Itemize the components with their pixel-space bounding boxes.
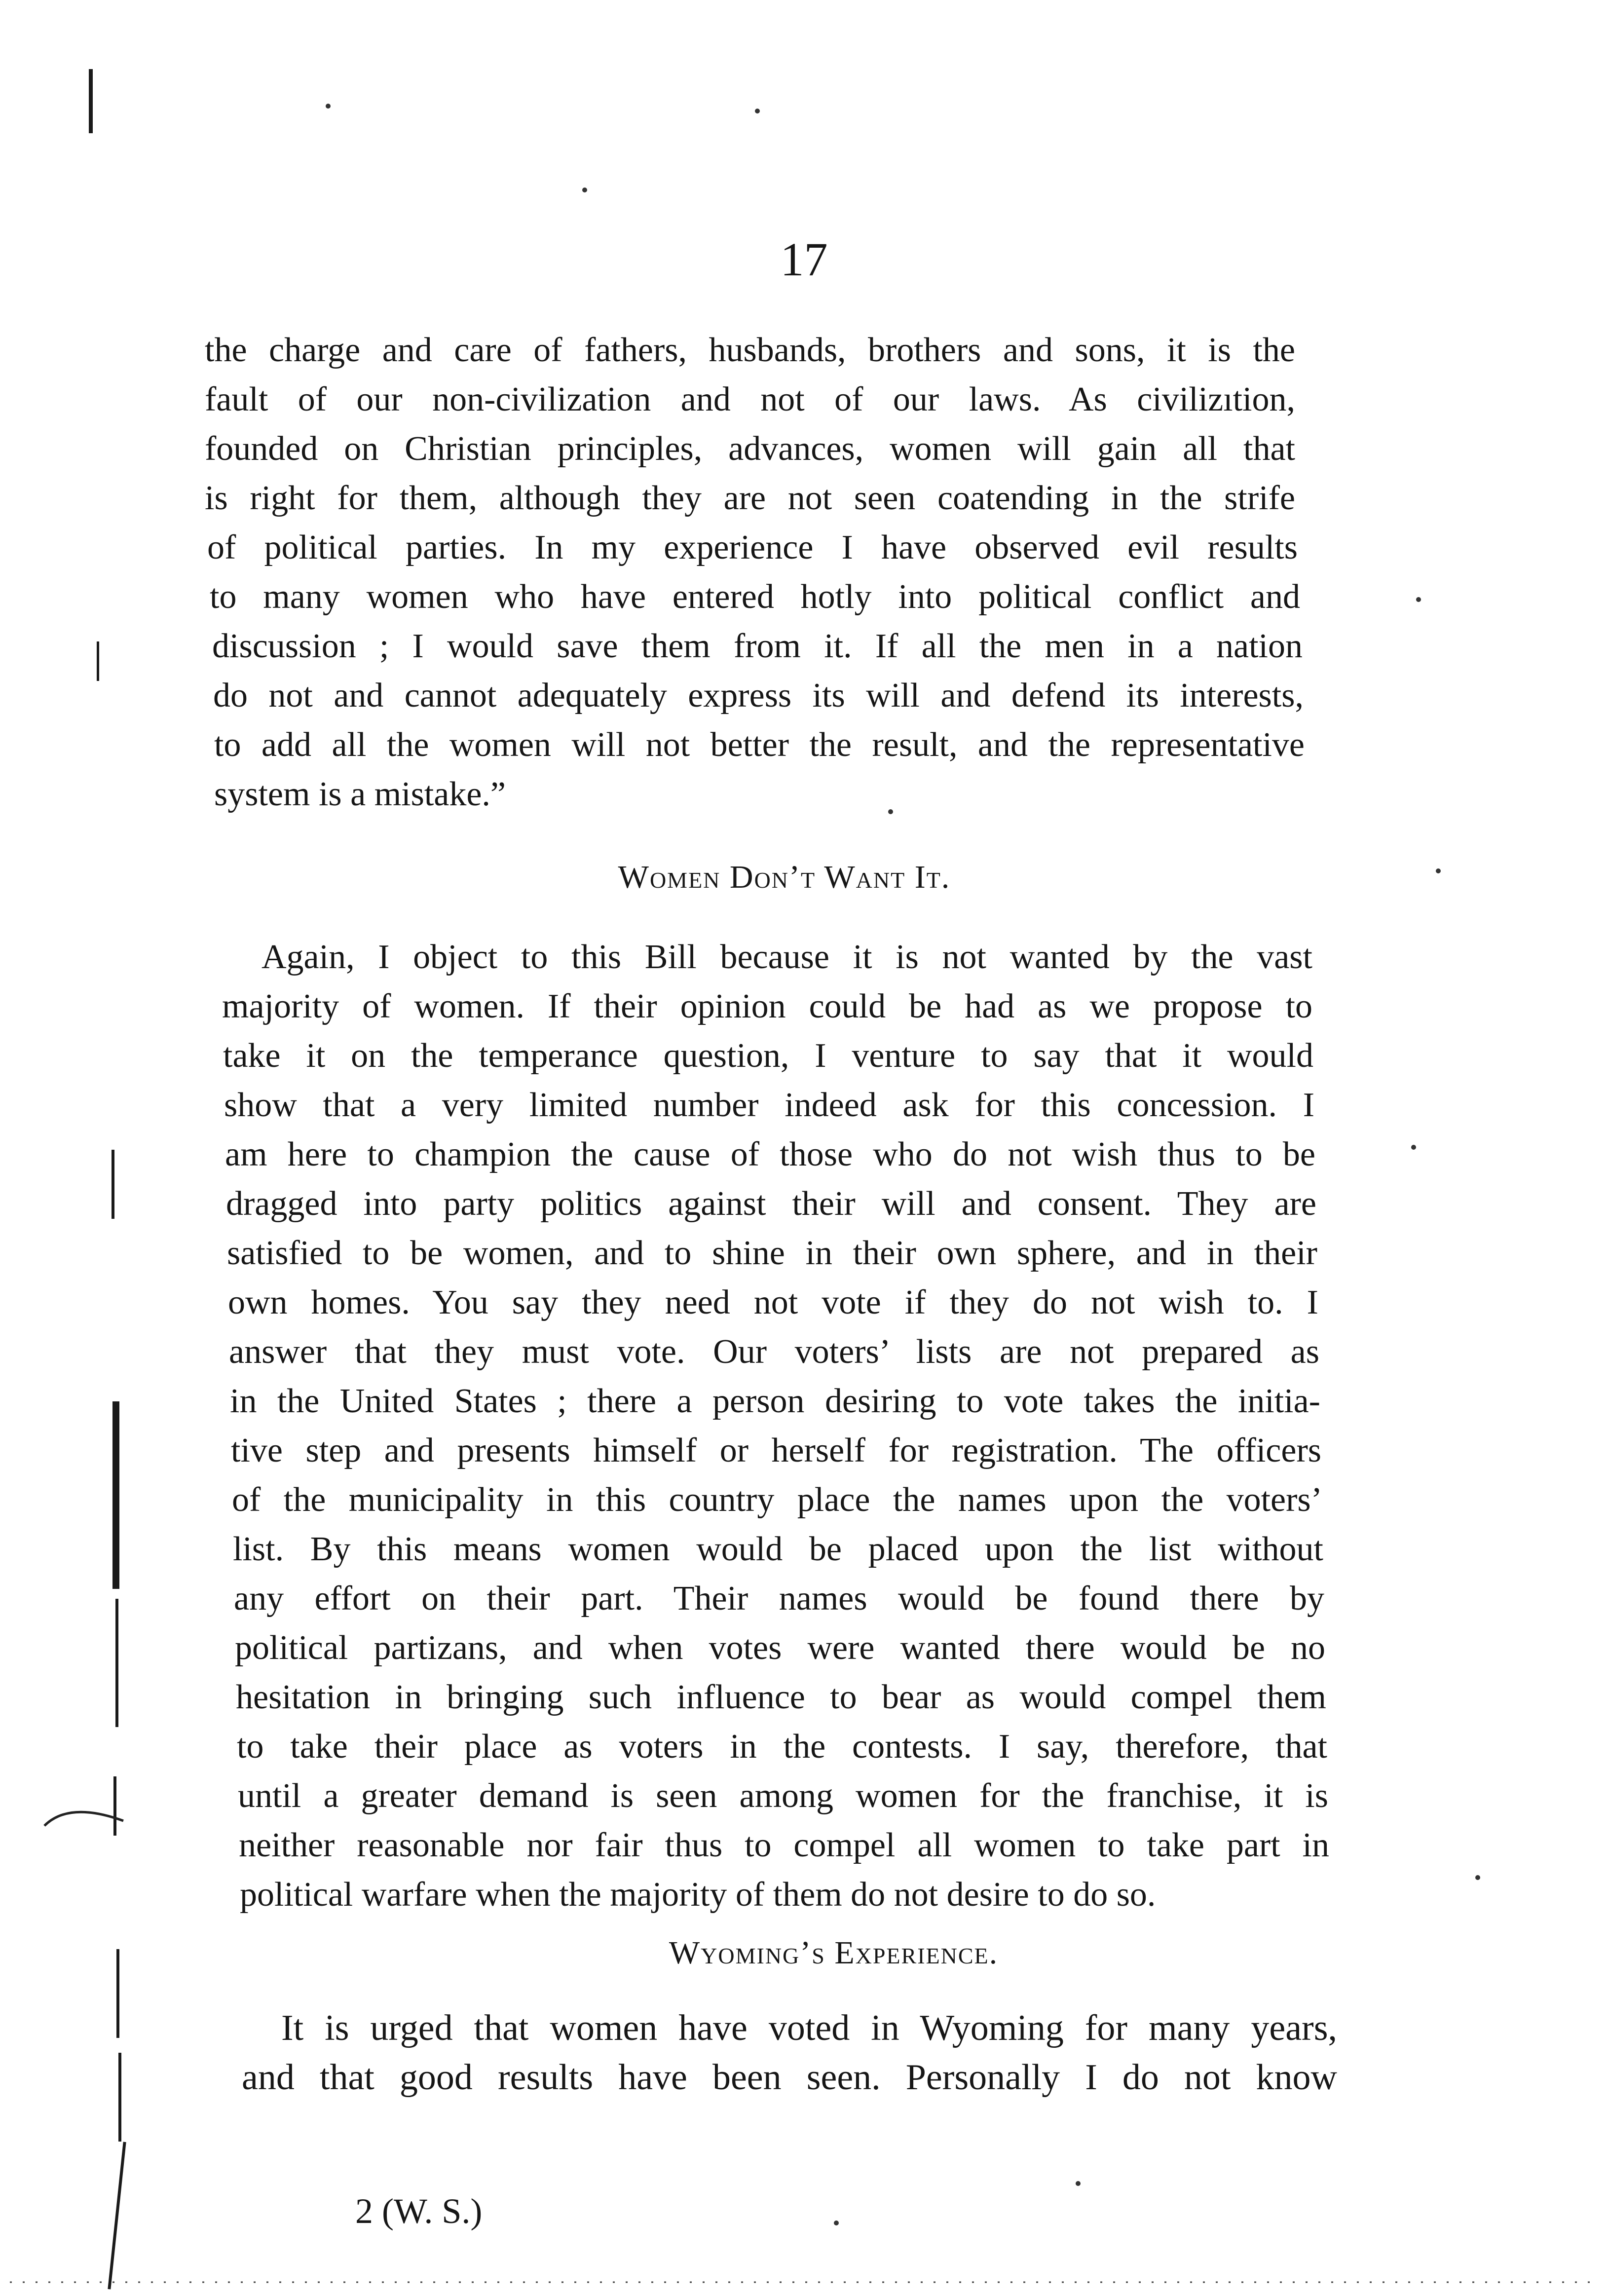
margin-mark: [112, 1150, 114, 1219]
text-line: discussion ; I would save them from it. If all the men in a nation: [212, 627, 1303, 665]
text-line: take it on the temperance question, I venture to say that it would: [223, 1037, 1313, 1075]
text-line: hesitation in bringing such influence to bear as would compel them: [236, 1678, 1326, 1716]
pencil-mark-icon: [39, 1796, 128, 1836]
scan-speck: [1411, 1145, 1416, 1150]
text-line: to take their place as voters in the contests. I say, therefore, that: [237, 1728, 1327, 1766]
margin-mark: [89, 69, 93, 133]
section-heading: Wyoming’s Experience.: [669, 1935, 999, 1971]
text-line: the charge and care of fathers, husbands, brothers and sons, it is the: [205, 331, 1295, 369]
scan-speck: [834, 2221, 839, 2225]
text-line: until a greater demand is seen among women for the franchise, it is: [238, 1777, 1328, 1815]
text-line: founded on Christian principles, advances, women will gain all that: [205, 430, 1295, 468]
text-line: own homes. You say they need not vote if they do not wish to. I: [228, 1283, 1318, 1321]
text-line: answer that they must vote. Our voters’ lists are not prepared as: [229, 1333, 1319, 1371]
margin-mark: [115, 1599, 118, 1727]
text-line: tive step and presents himself or herself for registration. The officers: [231, 1431, 1321, 1469]
scan-speck: [888, 809, 893, 814]
margin-mark: [118, 2053, 121, 2142]
section-heading: Women Don’t Want It.: [618, 859, 951, 895]
text-line: to add all the women will not better the result, and the representative: [214, 726, 1305, 764]
text-line: in the United States ; there a person desiring to vote takes the initia-: [230, 1382, 1320, 1420]
scan-speck: [1416, 597, 1421, 602]
text-line: neither reasonable nor fair thus to compel all women to take part in: [239, 1826, 1329, 1864]
text-line: fault of our non-civilization and not of our laws. As civilizıtion,: [205, 380, 1295, 418]
margin-mark: [116, 1949, 119, 2038]
text-line: political partizans, and when votes were wanted there would be no: [235, 1629, 1325, 1667]
margin-mark: [112, 1401, 119, 1589]
margin-mark: [108, 2142, 126, 2290]
scan-edge: [0, 2275, 1608, 2290]
page-number: 17: [780, 233, 828, 286]
text-line: show that a very limited number indeed ask for this concession. I: [224, 1086, 1314, 1124]
margin-mark: [97, 641, 99, 681]
text-line: system is a mistake.”: [214, 775, 506, 813]
signature-mark: 2 (W. S.): [355, 2191, 483, 2231]
scan-speck: [755, 109, 760, 113]
text-line: satisfied to be women, and to shine in their own sphere, and in their: [227, 1234, 1317, 1272]
text-line: of the municipality in this country place the names upon the voters’: [232, 1481, 1322, 1519]
text-line: is right for them, although they are not seen coatending in the strife: [205, 479, 1295, 517]
text-line: majority of women. If their opinion could be had as we propose to: [222, 987, 1312, 1025]
text-line: to many women who have entered hotly into political conflict and: [210, 578, 1300, 616]
text-line: of political parties. In my experience I have observed evil results: [207, 528, 1298, 566]
scan-speck: [1076, 2181, 1081, 2186]
text-line: and that good results have been seen. Personally I do not know: [242, 2057, 1337, 2098]
scan-speck: [1475, 1875, 1480, 1880]
scan-speck: [582, 188, 587, 192]
text-line: political warfare when the majority of them do not desire to do so.: [240, 1876, 1156, 1914]
scan-speck: [1436, 868, 1441, 873]
text-line: do not and cannot adequately express its will and defend its interests,: [213, 677, 1304, 715]
scan-speck: [326, 104, 331, 109]
text-line: dragged into party politics against their will and consent. They are: [226, 1185, 1316, 1223]
text-line: It is urged that women have voted in Wyoming for many years,: [281, 2008, 1337, 2048]
text-line: any effort on their part. Their names would be found there by: [234, 1580, 1324, 1618]
text-line: Again, I object to this Bill because it is not wanted by the vast: [262, 938, 1312, 976]
text-line: list. By this means women would be placed upon the list without: [233, 1530, 1323, 1568]
text-line: am here to champion the cause of those who do not wish thus to be: [225, 1135, 1315, 1173]
